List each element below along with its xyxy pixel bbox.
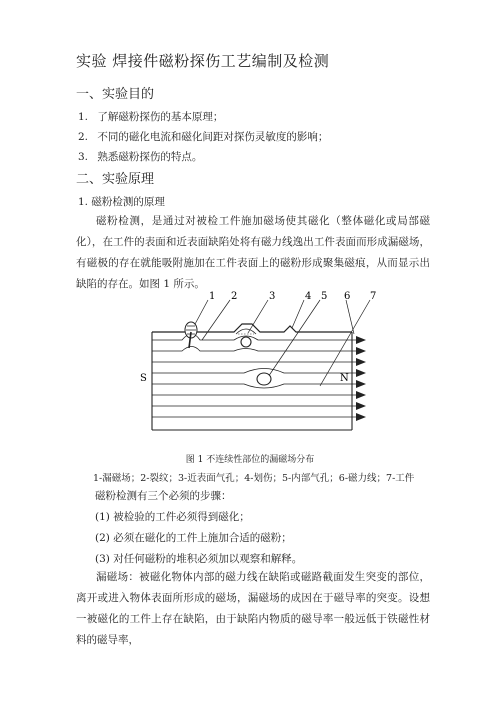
figure-label: 6	[344, 291, 351, 302]
internal-pore	[257, 373, 271, 385]
list-item	[78, 109, 223, 124]
figure-label: 5	[321, 291, 328, 302]
figure-label: 1	[209, 291, 216, 302]
flux-arrowheads	[356, 336, 366, 421]
step-item: (2) 必须在磁化的工件上施加合适的磁粉；	[95, 532, 292, 544]
list-text: 不同的磁化电流和磁化间距对探伤灵敏度的影响；	[97, 131, 329, 143]
step-item: (3) 对任何磁粉的堆积必须加以观察和解释。	[95, 553, 303, 565]
figure-legend: 1-漏磁场；2-裂纹；3-近表面气孔；4-划伤；5-内部气孔；6-磁力线；7-工件	[93, 473, 415, 484]
near-surface-pore	[236, 329, 256, 347]
list-item	[78, 149, 202, 164]
list-text: 熟悉磁粉探伤的特点。	[97, 151, 203, 163]
list-text: 了解磁粉探伤的基本原理；	[97, 111, 224, 123]
section-heading-objectives: 一、实验目的	[76, 87, 155, 102]
subsection-heading: 1. 磁粉检测的原理	[78, 196, 165, 208]
list-number: 1.	[78, 111, 89, 123]
pole-s-label: S	[140, 373, 147, 384]
leakage-field-paragraph: 漏磁场：被磁化物体内部的磁力线在缺陷或磁路截面发生突变的部位，离开或进入物体表面所形成的磁场，漏磁场的成因在于磁导率的突变。设想一被磁化的工件上存在缺陷，由于缺陷内物质的磁导率一般远低于铁磁性材料的磁导率，	[76, 571, 430, 646]
list-number: 3.	[78, 151, 89, 163]
principle-paragraph: 磁粉检测，是通过对被检工件施加磁场使其磁化（整体磁化或局部磁化），在工件的表面和近表面缺陷处将有磁力线逸出工件表面而形成漏磁场，有磁极的存在就能吸附施加在工件表面上的磁粉形成聚集磁痕，从而显示出缺陷的存在。如图 1 所示。	[76, 215, 430, 290]
list-item	[78, 129, 328, 144]
figure-label: 2	[231, 291, 238, 302]
figure-label: 7	[370, 291, 377, 302]
figure-caption: 图 1 不连续性部位的漏磁场分布	[185, 455, 315, 465]
pole-n-label: N	[340, 373, 349, 384]
leakage-field-figure	[134, 290, 384, 450]
page-title: 实验 焊接件磁粉探伤工艺编制及检测	[76, 52, 330, 70]
section-heading-principle: 二、实验原理	[76, 172, 155, 187]
figure-label: 3	[269, 291, 276, 302]
step-item: (1) 被检验的工件必须得到磁化；	[95, 511, 250, 523]
crack-defect	[185, 322, 197, 348]
list-number: 2.	[78, 131, 89, 143]
steps-intro: 磁粉检测有三个必须的步骤：	[95, 490, 232, 502]
figure-label: 4	[305, 291, 312, 302]
